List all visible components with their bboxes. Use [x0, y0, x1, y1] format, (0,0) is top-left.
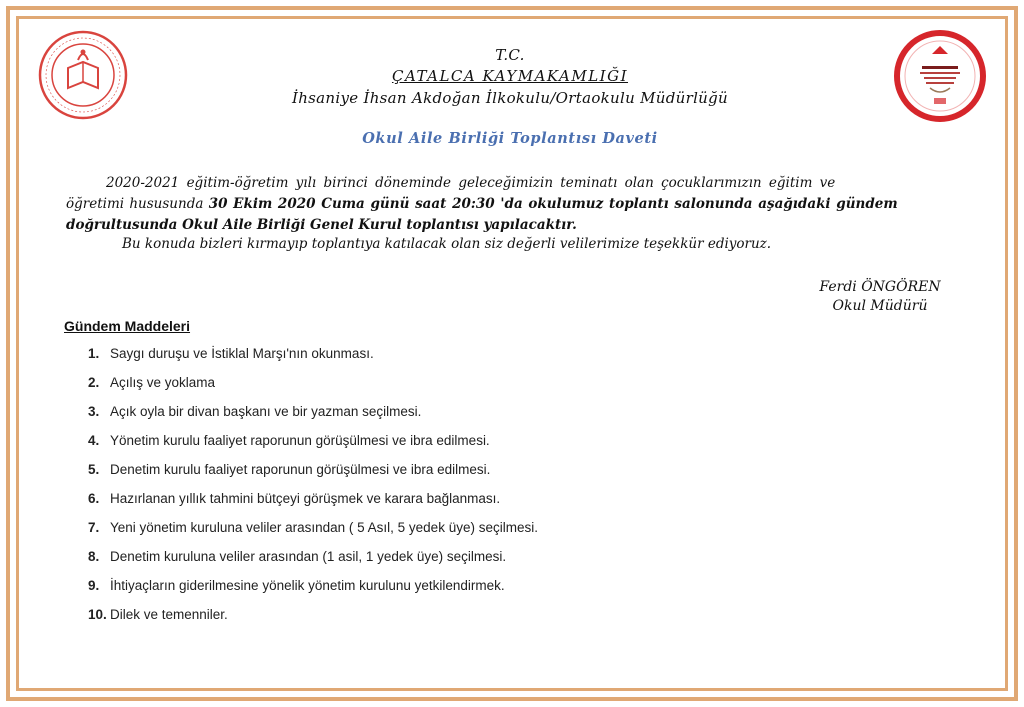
agenda-item-number: 8. [88, 549, 100, 564]
signature-role: Okul Müdürü [832, 298, 928, 314]
agenda-item [88, 491, 788, 506]
agenda-item [88, 375, 788, 390]
agenda-item-text: Saygı duruşu ve İstiklal Marşı'nın okunması. [110, 346, 374, 361]
agenda-item-text: Yönetim kurulu faaliyet raporunun görüşülmesi ve ibra edilmesi. [110, 433, 490, 448]
header-line-tc: T.C. [495, 46, 525, 64]
agenda-item [88, 520, 788, 535]
agenda-item [88, 404, 788, 419]
agenda-item-number: 7. [88, 520, 100, 535]
agenda-item [88, 549, 788, 564]
meeting-date-emphasis: 30 Ekim 2020 Cuma günü saat 20:30 'da okulumuz toplantı salonunda aşağıdaki gündem [208, 196, 898, 212]
agenda-item-number: 9. [88, 578, 100, 593]
body-paragraph-line-3: doğrultusunda Okul Aile Birliği Genel Kurul toplantısı yapılacaktır. [66, 217, 577, 233]
agenda-item [88, 462, 788, 477]
header-line-school: İhsaniye İhsan Akdoğan İlkokulu/Ortaokulu Müdürlüğü [291, 89, 728, 107]
agenda-item-text: Açılış ve yoklama [110, 375, 216, 390]
agenda-item-number: 1. [88, 346, 100, 361]
body-paragraph-line-2 [66, 196, 962, 212]
agenda-item [88, 433, 788, 448]
header-line-kaymakamlik: ÇATALCA KAYMAKAMLIĞI [391, 67, 629, 85]
agenda-item-text: Denetim kurulu faaliyet raporunun görüşülmesi ve ibra edilmesi. [110, 462, 491, 477]
agenda-item-text: İhtiyaçların giderilmesine yönelik yönetim kurulunu yetkilendirmek. [110, 578, 505, 593]
ministry-of-education-seal-icon [38, 30, 128, 120]
agenda-item [88, 578, 788, 593]
school-emblem-icon [894, 30, 986, 122]
agenda-item-text: Denetim kuruluna veliler arasından (1 asil, 1 yedek üye) seçilmesi. [110, 549, 507, 564]
agenda-item-number: 10. [88, 607, 107, 622]
body-paragraph-line-4: Bu konuda bizleri kırmayıp toplantıya katılacak olan siz değerli velilerimize teşekkür ediyoruz. [122, 236, 772, 252]
agenda-item [88, 346, 788, 361]
agenda-item-number: 2. [88, 375, 100, 390]
agenda-item-number: 5. [88, 462, 100, 477]
agenda-item-text: Hazırlanan yıllık tahmini bütçeyi görüşmek ve karara bağlanması. [110, 491, 501, 506]
agenda-item [88, 607, 788, 622]
agenda-item-text: Açık oyla bir divan başkanı ve bir yazman seçilmesi. [110, 404, 422, 419]
agenda-item-number: 6. [88, 491, 100, 506]
body-paragraph-line-1: 2020-2021 eğitim-öğretim yılı birinci döneminde geleceğimizin teminatı olan çocuklarımızın eğitim ve [106, 175, 836, 191]
agenda-heading: Gündem Maddeleri [64, 318, 191, 334]
document-title: Okul Aile Birliği Toplantısı Daveti [362, 130, 658, 147]
agenda-item-text: Yeni yönetim kuruluna veliler arasından ( 5 Asıl, 5 yedek üye) seçilmesi. [110, 520, 538, 535]
agenda-item-text: Dilek ve temenniler. [110, 607, 228, 622]
agenda-item-number: 3. [88, 404, 100, 419]
agenda-item-number: 4. [88, 433, 100, 448]
signature-name: Ferdi ÖNGÖREN [819, 279, 941, 295]
body-text-normal: öğretimi hususunda [66, 196, 209, 212]
